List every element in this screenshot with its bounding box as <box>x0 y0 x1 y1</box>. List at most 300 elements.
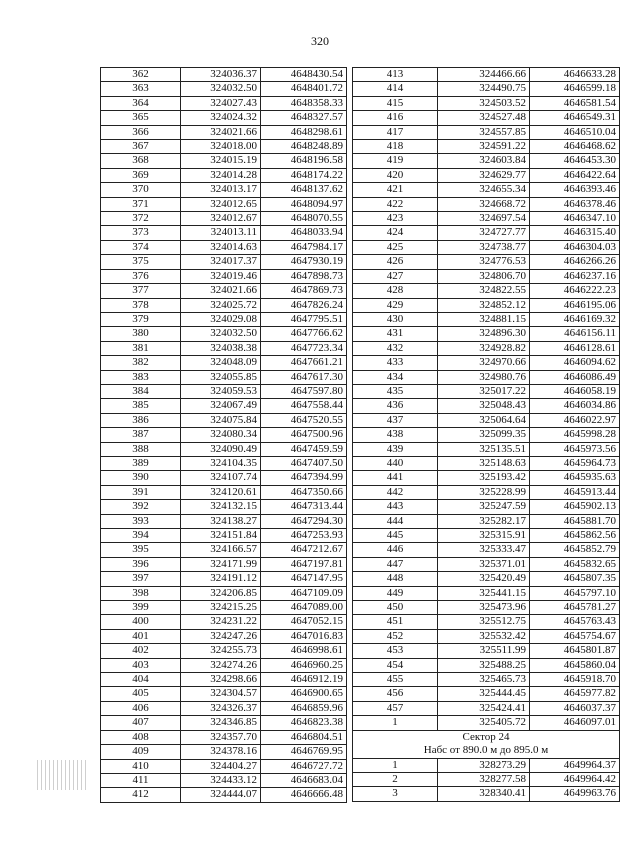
y-coordinate-cell: 4646727.72 <box>261 759 347 773</box>
table-row <box>101 773 347 787</box>
point-number-cell: 388 <box>101 442 181 456</box>
y-coordinate-cell: 4648430.54 <box>261 68 347 82</box>
y-coordinate-cell: 4646633.28 <box>530 68 620 82</box>
point-number-cell: 429 <box>353 298 438 312</box>
point-number-cell: 411 <box>101 773 181 787</box>
point-number-cell: 457 <box>353 701 438 715</box>
x-coordinate-cell: 324206.85 <box>181 586 261 600</box>
point-number-cell: 366 <box>101 125 181 139</box>
point-number-cell: 447 <box>353 557 438 571</box>
y-coordinate-cell: 4647394.99 <box>261 471 347 485</box>
y-coordinate-cell: 4646900.65 <box>261 687 347 701</box>
table-row <box>101 312 347 326</box>
x-coordinate-cell: 324017.37 <box>181 255 261 269</box>
y-coordinate-cell: 4646804.51 <box>261 730 347 744</box>
y-coordinate-cell: 4646998.61 <box>261 644 347 658</box>
y-coordinate-cell: 4648094.97 <box>261 197 347 211</box>
y-coordinate-cell: 4647500.96 <box>261 428 347 442</box>
point-number-cell: 3 <box>353 787 438 801</box>
table-row <box>101 154 347 168</box>
y-coordinate-cell: 4649964.42 <box>530 772 620 786</box>
table-row <box>353 82 620 96</box>
y-coordinate-cell: 4647597.80 <box>261 384 347 398</box>
y-coordinate-cell: 4647052.15 <box>261 615 347 629</box>
table-row <box>101 514 347 528</box>
x-coordinate-cell: 324013.17 <box>181 183 261 197</box>
point-number-cell: 380 <box>101 327 181 341</box>
table-row <box>101 212 347 226</box>
x-coordinate-cell: 325405.72 <box>438 716 530 730</box>
point-number-cell: 416 <box>353 111 438 125</box>
coordinates-table-left <box>100 67 347 803</box>
x-coordinate-cell: 324304.57 <box>181 687 261 701</box>
x-coordinate-cell: 324247.26 <box>181 629 261 643</box>
table-row <box>101 701 347 715</box>
point-number-cell: 403 <box>101 658 181 672</box>
x-coordinate-cell: 324727.77 <box>438 226 530 240</box>
point-number-cell: 451 <box>353 615 438 629</box>
y-coordinate-cell: 4646378.46 <box>530 197 620 211</box>
y-coordinate-cell: 4646960.25 <box>261 658 347 672</box>
y-coordinate-cell: 4645977.82 <box>530 687 620 701</box>
y-coordinate-cell: 4646422.64 <box>530 168 620 182</box>
y-coordinate-cell: 4647212.67 <box>261 543 347 557</box>
point-number-cell: 1 <box>353 758 438 772</box>
table-row <box>353 183 620 197</box>
y-coordinate-cell: 4647617.30 <box>261 370 347 384</box>
x-coordinate-cell: 324603.84 <box>438 154 530 168</box>
x-coordinate-cell: 325511.99 <box>438 644 530 658</box>
table-row <box>353 485 620 499</box>
table-row <box>101 745 347 759</box>
x-coordinate-cell: 324018.00 <box>181 140 261 154</box>
point-number-cell: 392 <box>101 500 181 514</box>
table-row <box>353 356 620 370</box>
table-row <box>353 255 620 269</box>
point-number-cell: 434 <box>353 370 438 384</box>
point-number-cell: 437 <box>353 413 438 427</box>
y-coordinate-cell: 4646859.96 <box>261 701 347 715</box>
y-coordinate-cell: 4645807.35 <box>530 572 620 586</box>
y-coordinate-cell: 4646037.37 <box>530 701 620 715</box>
point-number-cell: 414 <box>353 82 438 96</box>
x-coordinate-cell: 324014.28 <box>181 168 261 182</box>
y-coordinate-cell: 4645862.56 <box>530 529 620 543</box>
y-coordinate-cell: 4645860.04 <box>530 658 620 672</box>
x-coordinate-cell: 324075.84 <box>181 413 261 427</box>
point-number-cell: 448 <box>353 572 438 586</box>
coordinates-table-right <box>352 67 620 802</box>
table-row <box>353 456 620 470</box>
x-coordinate-cell: 324029.08 <box>181 312 261 326</box>
point-number-cell: 376 <box>101 269 181 283</box>
y-coordinate-cell: 4646022.97 <box>530 413 620 427</box>
point-number-cell: 402 <box>101 644 181 658</box>
x-coordinate-cell: 325315.91 <box>438 529 530 543</box>
table-row <box>101 384 347 398</box>
table-row <box>353 615 620 629</box>
table-row <box>353 500 620 514</box>
x-coordinate-cell: 324171.99 <box>181 557 261 571</box>
point-number-cell: 369 <box>101 168 181 182</box>
point-number-cell: 444 <box>353 514 438 528</box>
point-number-cell: 415 <box>353 96 438 110</box>
x-coordinate-cell: 324527.48 <box>438 111 530 125</box>
y-coordinate-cell: 4646581.54 <box>530 96 620 110</box>
x-coordinate-cell: 324107.74 <box>181 471 261 485</box>
table-row <box>101 168 347 182</box>
y-coordinate-cell: 4648137.62 <box>261 183 347 197</box>
x-coordinate-cell: 328277.58 <box>438 772 530 786</box>
x-coordinate-cell: 324668.72 <box>438 197 530 211</box>
point-number-cell: 436 <box>353 399 438 413</box>
table-row <box>101 284 347 298</box>
margin-stamp-mark <box>37 760 89 790</box>
table-row <box>101 601 347 615</box>
point-number-cell: 443 <box>353 500 438 514</box>
table-row <box>101 456 347 470</box>
y-coordinate-cell: 4648401.72 <box>261 82 347 96</box>
y-coordinate-cell: 4647459.59 <box>261 442 347 456</box>
table-row <box>101 428 347 442</box>
y-coordinate-cell: 4646468.62 <box>530 140 620 154</box>
y-coordinate-cell: 4647898.73 <box>261 269 347 283</box>
y-coordinate-cell: 4646266.26 <box>530 255 620 269</box>
x-coordinate-cell: 325420.49 <box>438 572 530 586</box>
y-coordinate-cell: 4645998.28 <box>530 428 620 442</box>
y-coordinate-cell: 4647795.51 <box>261 312 347 326</box>
x-coordinate-cell: 324120.61 <box>181 485 261 499</box>
x-coordinate-cell: 324215.25 <box>181 601 261 615</box>
point-number-cell: 370 <box>101 183 181 197</box>
y-coordinate-cell: 4646666.48 <box>261 788 347 802</box>
y-coordinate-cell: 4646128.61 <box>530 341 620 355</box>
point-number-cell: 439 <box>353 442 438 456</box>
y-coordinate-cell: 4648298.61 <box>261 125 347 139</box>
point-number-cell: 367 <box>101 140 181 154</box>
point-number-cell: 454 <box>353 658 438 672</box>
point-number-cell: 409 <box>101 745 181 759</box>
x-coordinate-cell: 324090.49 <box>181 442 261 456</box>
y-coordinate-cell: 4645964.73 <box>530 456 620 470</box>
y-coordinate-cell: 4646769.95 <box>261 745 347 759</box>
y-coordinate-cell: 4647109.09 <box>261 586 347 600</box>
table-row <box>353 673 620 687</box>
table-row <box>353 399 620 413</box>
x-coordinate-cell: 324444.07 <box>181 788 261 802</box>
point-number-cell: 441 <box>353 471 438 485</box>
point-number-cell: 405 <box>101 687 181 701</box>
point-number-cell: 435 <box>353 384 438 398</box>
x-coordinate-cell: 325441.15 <box>438 586 530 600</box>
table-row <box>353 327 620 341</box>
point-number-cell: 374 <box>101 240 181 254</box>
x-coordinate-cell: 325512.75 <box>438 615 530 629</box>
point-number-cell: 426 <box>353 255 438 269</box>
x-coordinate-cell: 325333.47 <box>438 543 530 557</box>
x-coordinate-cell: 328340.41 <box>438 787 530 801</box>
y-coordinate-cell: 4647147.95 <box>261 572 347 586</box>
table-row <box>353 543 620 557</box>
table-row <box>353 154 620 168</box>
x-coordinate-cell: 324025.72 <box>181 298 261 312</box>
point-number-cell: 371 <box>101 197 181 211</box>
table-row <box>101 471 347 485</box>
x-coordinate-cell: 324055.85 <box>181 370 261 384</box>
point-number-cell: 455 <box>353 673 438 687</box>
sector-title: Сектор 24 <box>353 730 620 744</box>
x-coordinate-cell: 325444.45 <box>438 687 530 701</box>
point-number-cell: 396 <box>101 557 181 571</box>
point-number-cell: 372 <box>101 212 181 226</box>
point-number-cell: 449 <box>353 586 438 600</box>
point-number-cell: 432 <box>353 341 438 355</box>
table-row <box>353 701 620 715</box>
y-coordinate-cell: 4646683.04 <box>261 773 347 787</box>
y-coordinate-cell: 4645754.67 <box>530 629 620 643</box>
y-coordinate-cell: 4649963.76 <box>530 787 620 801</box>
point-number-cell: 389 <box>101 456 181 470</box>
point-number-cell: 430 <box>353 312 438 326</box>
x-coordinate-cell: 324591.22 <box>438 140 530 154</box>
point-number-cell: 427 <box>353 269 438 283</box>
point-number-cell: 1 <box>353 716 438 730</box>
table-row <box>353 442 620 456</box>
table-row <box>101 226 347 240</box>
point-number-cell: 410 <box>101 759 181 773</box>
table-row <box>101 442 347 456</box>
y-coordinate-cell: 4645918.70 <box>530 673 620 687</box>
x-coordinate-cell: 324012.67 <box>181 212 261 226</box>
y-coordinate-cell: 4647407.50 <box>261 456 347 470</box>
table-row <box>101 240 347 254</box>
x-coordinate-cell: 325473.96 <box>438 601 530 615</box>
point-number-cell: 375 <box>101 255 181 269</box>
x-coordinate-cell: 324404.27 <box>181 759 261 773</box>
x-coordinate-cell: 324019.46 <box>181 269 261 283</box>
table-row <box>353 111 620 125</box>
point-number-cell: 419 <box>353 154 438 168</box>
x-coordinate-cell: 325064.64 <box>438 413 530 427</box>
y-coordinate-cell: 4646510.04 <box>530 125 620 139</box>
point-number-cell: 424 <box>353 226 438 240</box>
point-number-cell: 452 <box>353 629 438 643</box>
table-row <box>101 327 347 341</box>
y-coordinate-cell: 4647253.93 <box>261 529 347 543</box>
point-number-cell: 438 <box>353 428 438 442</box>
x-coordinate-cell: 325148.63 <box>438 456 530 470</box>
x-coordinate-cell: 325247.59 <box>438 500 530 514</box>
sector-subtitle: Набс от 890.0 м до 895.0 м <box>353 744 620 758</box>
y-coordinate-cell: 4646156.11 <box>530 327 620 341</box>
x-coordinate-cell: 324255.73 <box>181 644 261 658</box>
table-row <box>353 197 620 211</box>
x-coordinate-cell: 324024.32 <box>181 111 261 125</box>
sector-title-row <box>353 730 620 744</box>
y-coordinate-cell: 4645935.63 <box>530 471 620 485</box>
x-coordinate-cell: 324433.12 <box>181 773 261 787</box>
y-coordinate-cell: 4645832.65 <box>530 557 620 571</box>
table-row <box>101 673 347 687</box>
table-row <box>353 471 620 485</box>
x-coordinate-cell: 325099.35 <box>438 428 530 442</box>
y-coordinate-cell: 4647197.81 <box>261 557 347 571</box>
table-row <box>353 125 620 139</box>
x-coordinate-cell: 324032.50 <box>181 82 261 96</box>
x-coordinate-cell: 324059.53 <box>181 384 261 398</box>
y-coordinate-cell: 4648070.55 <box>261 212 347 226</box>
point-number-cell: 440 <box>353 456 438 470</box>
point-number-cell: 381 <box>101 341 181 355</box>
table-row <box>353 68 620 82</box>
x-coordinate-cell: 324231.22 <box>181 615 261 629</box>
y-coordinate-cell: 4647661.21 <box>261 356 347 370</box>
y-coordinate-cell: 4645852.79 <box>530 543 620 557</box>
y-coordinate-cell: 4647089.00 <box>261 601 347 615</box>
point-number-cell: 418 <box>353 140 438 154</box>
point-number-cell: 395 <box>101 543 181 557</box>
x-coordinate-cell: 324298.66 <box>181 673 261 687</box>
point-number-cell: 425 <box>353 240 438 254</box>
point-number-cell: 391 <box>101 485 181 499</box>
x-coordinate-cell: 324013.11 <box>181 226 261 240</box>
x-coordinate-cell: 324503.52 <box>438 96 530 110</box>
y-coordinate-cell: 4646034.86 <box>530 399 620 413</box>
table-row <box>353 240 620 254</box>
y-coordinate-cell: 4648033.94 <box>261 226 347 240</box>
table-row <box>101 140 347 154</box>
table-row <box>353 428 620 442</box>
point-number-cell: 363 <box>101 82 181 96</box>
table-row <box>101 111 347 125</box>
table-row <box>101 629 347 643</box>
table-row <box>101 759 347 773</box>
point-number-cell: 397 <box>101 572 181 586</box>
y-coordinate-cell: 4648358.33 <box>261 96 347 110</box>
x-coordinate-cell: 324357.70 <box>181 730 261 744</box>
x-coordinate-cell: 324928.82 <box>438 341 530 355</box>
point-number-cell: 431 <box>353 327 438 341</box>
x-coordinate-cell: 324697.54 <box>438 212 530 226</box>
x-coordinate-cell: 324132.15 <box>181 500 261 514</box>
x-coordinate-cell: 324378.16 <box>181 745 261 759</box>
table-row <box>353 413 620 427</box>
x-coordinate-cell: 324027.43 <box>181 96 261 110</box>
point-number-cell: 445 <box>353 529 438 543</box>
y-coordinate-cell: 4647869.73 <box>261 284 347 298</box>
point-number-cell: 384 <box>101 384 181 398</box>
y-coordinate-cell: 4645781.27 <box>530 601 620 615</box>
point-number-cell: 406 <box>101 701 181 715</box>
table-row <box>353 716 620 730</box>
x-coordinate-cell: 324012.65 <box>181 197 261 211</box>
table-row <box>101 370 347 384</box>
x-coordinate-cell: 325228.99 <box>438 485 530 499</box>
x-coordinate-cell: 324776.53 <box>438 255 530 269</box>
point-number-cell: 378 <box>101 298 181 312</box>
x-coordinate-cell: 324655.34 <box>438 183 530 197</box>
x-coordinate-cell: 324557.85 <box>438 125 530 139</box>
x-coordinate-cell: 324629.77 <box>438 168 530 182</box>
y-coordinate-cell: 4646315.40 <box>530 226 620 240</box>
x-coordinate-cell: 324806.70 <box>438 269 530 283</box>
y-coordinate-cell: 4646097.01 <box>530 716 620 730</box>
y-coordinate-cell: 4648174.22 <box>261 168 347 182</box>
point-number-cell: 413 <box>353 68 438 82</box>
x-coordinate-cell: 324822.55 <box>438 284 530 298</box>
table-row <box>101 615 347 629</box>
table-row <box>353 298 620 312</box>
point-number-cell: 390 <box>101 471 181 485</box>
point-number-cell: 393 <box>101 514 181 528</box>
x-coordinate-cell: 324014.63 <box>181 240 261 254</box>
y-coordinate-cell: 4646823.38 <box>261 716 347 730</box>
point-number-cell: 453 <box>353 644 438 658</box>
y-coordinate-cell: 4647294.30 <box>261 514 347 528</box>
table-row <box>353 586 620 600</box>
sector-subtitle-row <box>353 744 620 758</box>
x-coordinate-cell: 324738.77 <box>438 240 530 254</box>
y-coordinate-cell: 4647766.62 <box>261 327 347 341</box>
table-row <box>353 557 620 571</box>
table-row <box>101 269 347 283</box>
y-coordinate-cell: 4646393.46 <box>530 183 620 197</box>
table-row <box>353 514 620 528</box>
x-coordinate-cell: 324021.66 <box>181 125 261 139</box>
x-coordinate-cell: 324881.15 <box>438 312 530 326</box>
y-coordinate-cell: 4645913.44 <box>530 485 620 499</box>
table-row <box>353 226 620 240</box>
point-number-cell: 407 <box>101 716 181 730</box>
table-row <box>101 341 347 355</box>
point-number-cell: 383 <box>101 370 181 384</box>
point-number-cell: 422 <box>353 197 438 211</box>
point-number-cell: 398 <box>101 586 181 600</box>
x-coordinate-cell: 324067.49 <box>181 399 261 413</box>
y-coordinate-cell: 4645801.87 <box>530 644 620 658</box>
table-row <box>101 298 347 312</box>
x-coordinate-cell: 324896.30 <box>438 327 530 341</box>
y-coordinate-cell: 4646912.19 <box>261 673 347 687</box>
point-number-cell: 420 <box>353 168 438 182</box>
table-row <box>101 96 347 110</box>
table-row <box>101 687 347 701</box>
point-number-cell: 446 <box>353 543 438 557</box>
y-coordinate-cell: 4646599.18 <box>530 82 620 96</box>
table-row <box>353 140 620 154</box>
y-coordinate-cell: 4647826.24 <box>261 298 347 312</box>
table-row <box>353 772 620 786</box>
table-row <box>353 341 620 355</box>
table-row <box>353 629 620 643</box>
table-row <box>101 788 347 802</box>
point-number-cell: 428 <box>353 284 438 298</box>
table-row <box>101 644 347 658</box>
y-coordinate-cell: 4647723.34 <box>261 341 347 355</box>
table-row <box>101 413 347 427</box>
y-coordinate-cell: 4648248.89 <box>261 140 347 154</box>
table-row <box>101 529 347 543</box>
table-row <box>101 485 347 499</box>
y-coordinate-cell: 4645797.10 <box>530 586 620 600</box>
y-coordinate-cell: 4646347.10 <box>530 212 620 226</box>
x-coordinate-cell: 324104.35 <box>181 456 261 470</box>
x-coordinate-cell: 324166.57 <box>181 543 261 557</box>
table-row <box>353 658 620 672</box>
point-number-cell: 408 <box>101 730 181 744</box>
x-coordinate-cell: 324274.26 <box>181 658 261 672</box>
y-coordinate-cell: 4646549.31 <box>530 111 620 125</box>
